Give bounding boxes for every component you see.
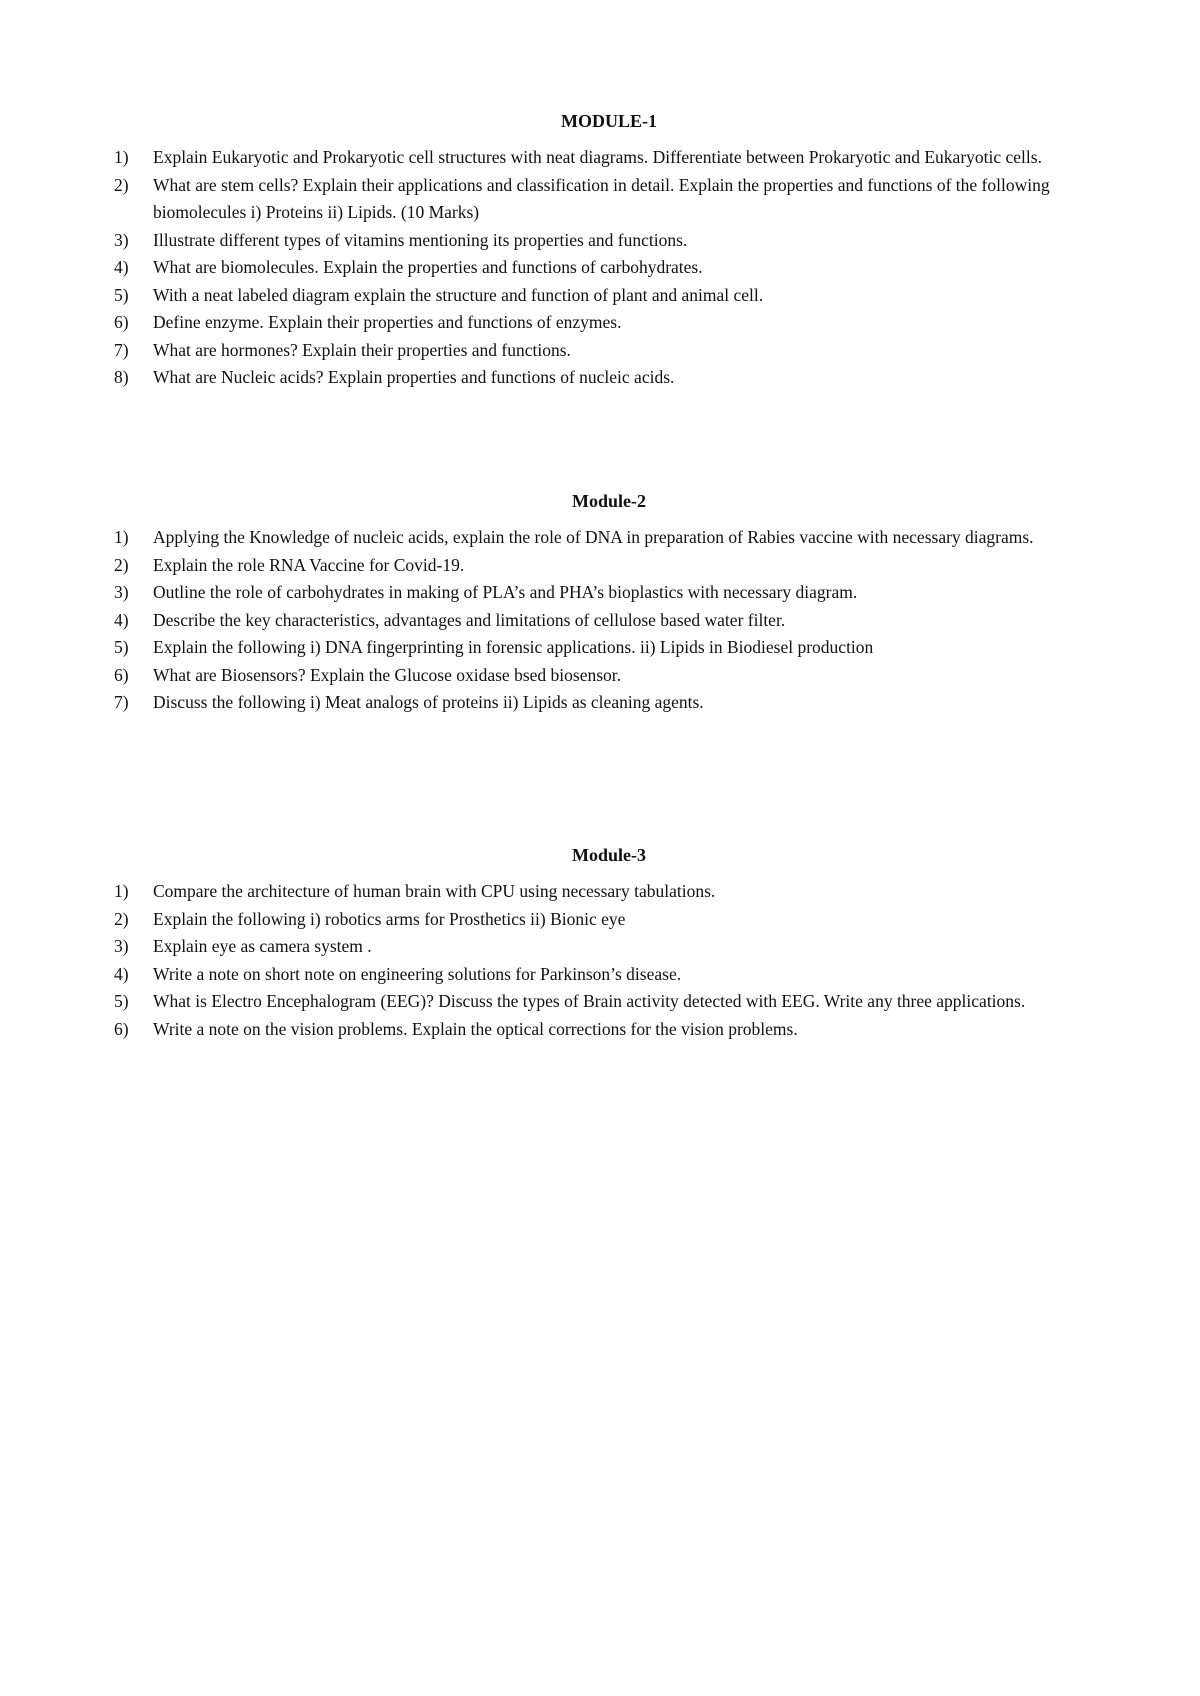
question-text: What is Electro Encephalogram (EEG)? Discuss the types of Brain activity detected with EEG. Write any three applications. [153, 991, 1026, 1011]
question-list [114, 524, 1074, 717]
question-item [114, 364, 1074, 392]
module-3-section [114, 842, 1074, 1043]
question-number: 3) [114, 229, 129, 250]
question-text: What are hormones? Explain their properties and functions. [153, 339, 571, 360]
question-item [114, 1016, 1074, 1044]
question-item [114, 662, 1074, 690]
question-number: 7) [114, 692, 129, 712]
question-text: What are Biosensors? Explain the Glucose oxidase bsed biosensor. [153, 664, 622, 685]
question-text: Outline the role of carbohydrates in making of PLA’s and PHA’s bioplastics with necessary diagram. [153, 582, 858, 602]
question-item [114, 988, 1074, 1016]
question-number: 2) [114, 174, 129, 195]
question-item [114, 933, 1074, 961]
question-item [114, 172, 1074, 227]
question-item [114, 634, 1074, 662]
question-text: What are stem cells? Explain their applications and classification in detail. Explain the properties and functions of the following biomolecules i) Proteins ii) Lipids. (10 Marks) [153, 174, 1050, 222]
question-text: Explain Eukaryotic and Prokaryotic cell structures with neat diagrams. Differentiate between Prokaryotic and Eukaryotic cells. [153, 147, 1042, 167]
question-item [114, 689, 1074, 717]
question-list [114, 144, 1074, 392]
question-number: 8) [114, 367, 129, 387]
question-text: Explain eye as camera system . [153, 936, 372, 956]
question-number: 6) [114, 664, 129, 685]
module-2-section [114, 488, 1074, 717]
question-item [114, 878, 1074, 906]
question-number: 1) [114, 881, 129, 901]
question-item [114, 906, 1074, 934]
question-item [114, 552, 1074, 580]
question-number: 5) [114, 637, 129, 657]
question-number: 4) [114, 609, 129, 630]
question-number: 4) [114, 257, 129, 277]
question-number: 1) [114, 527, 129, 547]
question-number: 1) [114, 147, 129, 167]
question-item [114, 337, 1074, 365]
question-text: Write a note on the vision problems. Explain the optical corrections for the vision problems. [153, 1018, 798, 1039]
question-item [114, 309, 1074, 337]
question-list [114, 878, 1074, 1043]
question-text: Applying the Knowledge of nucleic acids, explain the role of DNA in preparation of Rabies vaccine with necessary diagrams. [153, 527, 1034, 547]
question-text: Explain the following i) robotics arms for Prosthetics ii) Bionic eye [153, 908, 626, 929]
question-item [114, 227, 1074, 255]
question-text: What are biomolecules. Explain the properties and functions of carbohydrates. [153, 257, 703, 277]
question-number: 3) [114, 582, 129, 602]
question-number: 3) [114, 936, 129, 956]
question-number: 5) [114, 284, 129, 305]
question-text: Discuss the following i) Meat analogs of proteins ii) Lipids as cleaning agents. [153, 692, 704, 712]
question-number: 7) [114, 339, 129, 360]
question-number: 5) [114, 991, 129, 1011]
question-text: Explain the following i) DNA fingerprinting in forensic applications. ii) Lipids in Biodiesel production [153, 637, 874, 657]
question-text: Write a note on short note on engineering solutions for Parkinson’s disease. [153, 963, 682, 984]
question-text: Compare the architecture of human brain with CPU using necessary tabulations. [153, 881, 716, 901]
question-text: Describe the key characteristics, advantages and limitations of cellulose based water filter. [153, 609, 786, 630]
question-number: 4) [114, 963, 129, 984]
question-text: Define enzyme. Explain their properties and functions of enzymes. [153, 312, 622, 332]
question-text: With a neat labeled diagram explain the structure and function of plant and animal cell. [153, 284, 764, 305]
question-number: 6) [114, 1018, 129, 1039]
module-title: Module-3 [572, 845, 646, 865]
module-title: Module-2 [572, 491, 646, 511]
module-title: MODULE-1 [561, 111, 657, 131]
question-text: What are Nucleic acids? Explain properties and functions of nucleic acids. [153, 367, 675, 387]
question-item [114, 579, 1074, 607]
question-item [114, 254, 1074, 282]
question-number: 6) [114, 312, 129, 332]
question-item [114, 524, 1074, 552]
question-item [114, 961, 1074, 989]
question-number: 2) [114, 554, 129, 575]
question-text: Illustrate different types of vitamins mentioning its properties and functions. [153, 229, 688, 250]
question-item [114, 282, 1074, 310]
question-item [114, 607, 1074, 635]
question-item [114, 144, 1074, 172]
question-number: 2) [114, 908, 129, 929]
question-text: Explain the role RNA Vaccine for Covid-19. [153, 554, 465, 575]
module-1-section [114, 108, 1074, 392]
